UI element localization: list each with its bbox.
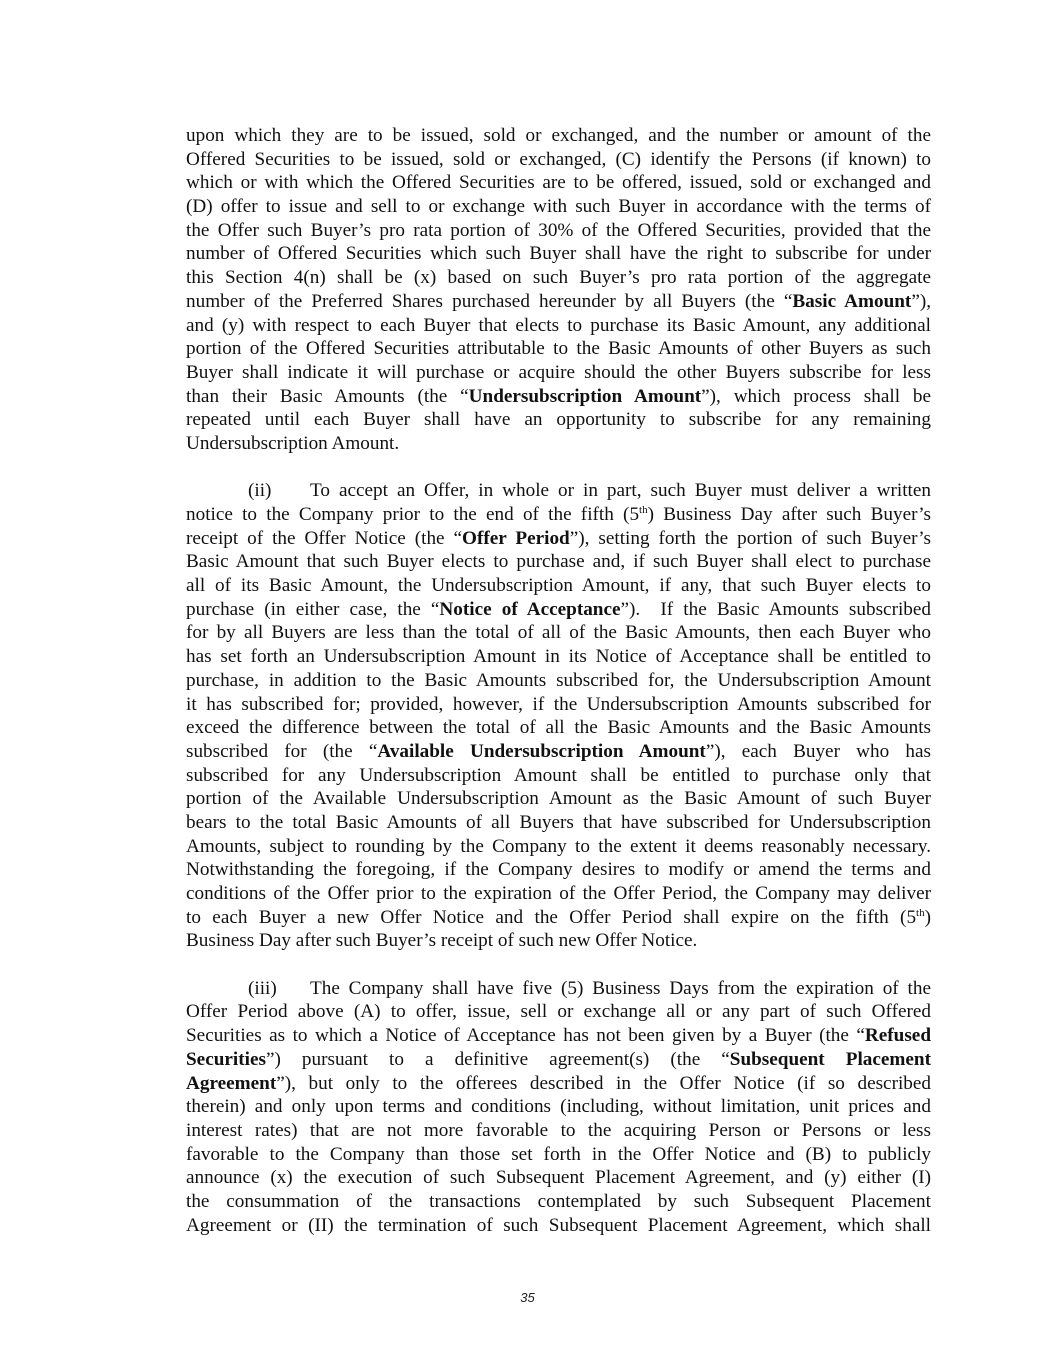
text-line: exceed the difference between the total of all the Basic Amounts and the Basic Amounts (186, 717, 931, 739)
defined-term-available-undersubscription-amount: Available Undersubscription Amount (377, 740, 706, 762)
text-line: Agreement or (II) the termination of such Subsequent Placement Agreement, which shall (186, 1214, 931, 1236)
text-line: Notwithstanding the foregoing, if the Company desires to modify or amend the terms and (186, 859, 931, 881)
text-line: repeated until each Buyer shall have an opportunity to subscribe for any remaining (186, 409, 931, 431)
text-line: (iii) The Company shall have five (5) Business Days from the expiration of the (248, 977, 931, 999)
text-line: subscribed for any Undersubscription Amount shall be entitled to purchase only that (186, 764, 931, 786)
paragraph-ii (186, 479, 931, 953)
paragraph-enumerator: (iii) (248, 977, 277, 999)
text-line: number of Offered Securities which such Buyer shall have the right to subscribe for under (186, 243, 931, 265)
text-line: Business Day after such Buyer’s receipt of such new Offer Notice. (186, 930, 698, 952)
defined-term-refused-securities: Securities (186, 1048, 266, 1070)
text-line: which or with which the Offered Securities are to be offered, issued, sold or exchanged and (186, 172, 931, 194)
text-line: number of the Preferred Shares purchased hereunder by all Buyers (the “Basic Amount”), (186, 290, 932, 312)
defined-term-subsequent-placement-agreement: Subsequent Placement (729, 1048, 931, 1070)
text-line: than their Basic Amounts (the “Undersubscription Amount”), which process shall be (186, 385, 931, 407)
text-line: upon which they are to be issued, sold or exchanged, and the number or amount of the (186, 125, 931, 146)
text-line: this Section 4(n) shall be (x) based on such Buyer’s pro rata portion of the aggregate (186, 267, 931, 289)
text-line: notice to the Company prior to the end of the fifth (5th) Business Day after such Buyer’s (186, 504, 931, 525)
page-number: 35 (520, 1290, 535, 1305)
text-line: announce (x) the execution of such Subsequent Placement Agreement, and (y) either (I) (186, 1167, 931, 1189)
text-line: Securities as to which a Notice of Acceptance has not been given by a Buyer (the “Refused (186, 1025, 931, 1047)
defined-term-offer-period: Offer Period (462, 527, 570, 549)
text-line: (ii) To accept an Offer, in whole or in part, such Buyer must deliver a written (248, 480, 931, 502)
text-line: Amounts, subject to rounding by the Company to the extent it deems reasonably necessary. (186, 835, 931, 857)
text-line: favorable to the Company than those set forth in the Offer Notice and (B) to publicly (186, 1143, 931, 1165)
text-line: therein) and only upon terms and conditions (including, without limitation, unit prices and (186, 1096, 931, 1118)
text-line: to each Buyer a new Offer Notice and the Offer Period shall expire on the fifth (5th) (186, 906, 931, 928)
text-line: the consummation of the transactions contemplated by such Subsequent Placement (186, 1190, 931, 1212)
ordinal-superscript: th (639, 504, 648, 516)
text-line: all of its Basic Amount, the Undersubscription Amount, if any, that such Buyer elects to (186, 575, 931, 597)
text-line: Agreement”), but only to the offerees described in the Offer Notice (if so described (186, 1072, 931, 1094)
paragraph-enumerator: (ii) (248, 480, 272, 502)
text-line: and (y) with respect to each Buyer that elects to purchase its Basic Amount, any additional (186, 314, 931, 336)
paragraph-continuation (186, 124, 931, 456)
text-line: Basic Amount that such Buyer elects to purchase and, if such Buyer shall elect to purchase (186, 551, 931, 573)
defined-term-undersubscription-amount: Undersubscription Amount (468, 385, 702, 407)
text-line: Offer Period above (A) to offer, issue, sell or exchange all or any part of such Offered (186, 1001, 931, 1023)
text-line: Offered Securities to be issued, sold or exchanged, (C) identify the Persons (if known) to (186, 148, 931, 170)
text-line: it has subscribed for; provided, however, if the Undersubscription Amounts subscribed for (186, 693, 931, 715)
text-line: conditions of the Offer prior to the expiration of the Offer Period, the Company may deliver (186, 883, 931, 904)
text-line: bears to the total Basic Amounts of all Buyers that have subscribed for Undersubscription (186, 811, 931, 833)
text-line: subscribed for (the “Available Undersubscription Amount”), each Buyer who has (186, 740, 931, 762)
defined-term-notice-of-acceptance: Notice of Acceptance (439, 598, 621, 620)
document-body (186, 124, 931, 1237)
text-line: the Offer such Buyer’s pro rata portion of 30% of the Offered Securities, provided that the (186, 219, 931, 241)
text-line: receipt of the Offer Notice (the “Offer Period”), setting forth the portion of such Buyer’s (186, 527, 931, 549)
text-line: portion of the Available Undersubscription Amount as the Basic Amount of such Buyer (186, 788, 931, 810)
text-line: purchase (in either case, the “Notice of Acceptance”). If the Basic Amounts subscribed (186, 598, 931, 620)
text-line: purchase, in addition to the Basic Amounts subscribed for, the Undersubscription Amount (186, 669, 931, 691)
text-line: for by all Buyers are less than the total of all of the Basic Amounts, then each Buyer who (186, 622, 931, 644)
text-line: Undersubscription Amount. (186, 432, 400, 454)
text-line: Buyer shall indicate it will purchase or acquire should the other Buyers subscribe for less (186, 361, 931, 383)
defined-term-basic-amount: Basic Amount (792, 290, 912, 312)
defined-term-subsequent-placement-agreement: Agreement (186, 1072, 277, 1094)
text-line: (D) offer to issue and sell to or exchange with such Buyer in accordance with the terms of (186, 196, 931, 218)
ordinal-superscript: th (916, 906, 925, 919)
text-line: Securities”) pursuant to a definitive agreement(s) (the “Subsequent Placement (186, 1048, 931, 1070)
paragraph-iii (186, 977, 931, 1238)
defined-term-refused-securities: Refused (864, 1025, 931, 1047)
text-line: interest rates) that are not more favorable to the acquiring Person or Persons or less (186, 1119, 931, 1141)
text-line: has set forth an Undersubscription Amount in its Notice of Acceptance shall be entitled to (186, 646, 931, 668)
text-line: portion of the Offered Securities attributable to the Basic Amounts of other Buyers as such (186, 338, 931, 360)
